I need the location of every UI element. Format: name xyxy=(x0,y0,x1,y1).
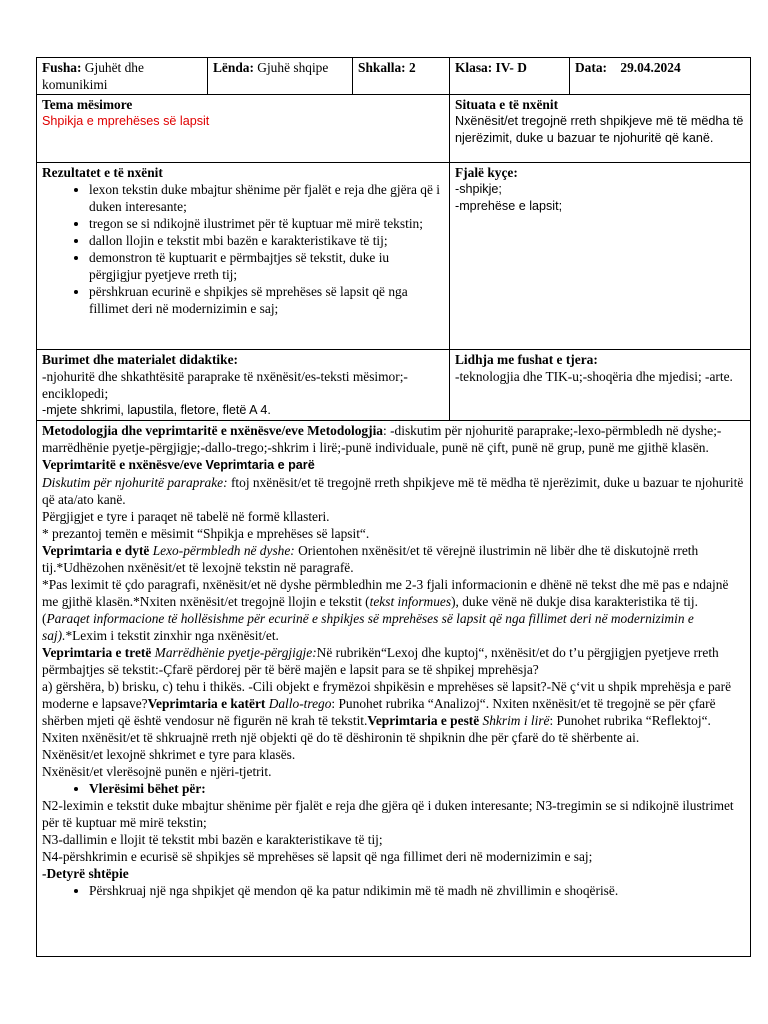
metodologjia-row xyxy=(37,421,751,957)
burimet-line: -mjete shkrimi, lapustila, fletore, fletë A 4. xyxy=(42,403,271,417)
metodologjia-paragraph: Metodologjia dhe veprimtaritë e nxënësve/eve Metodologjia: -diskutim për njohuritë paraprake;-lexo-përmbledh në dyshe;-marrëdhënie pyetje-përgjigje;-dallo-trego;-shkrim i lirë;-punë individuale, punë në çift, punë në grup, punë me gjithë klasën. xyxy=(42,423,722,455)
veprimtaria-3-text: a) gërshëra, b) brisku, c) tehu i thikës. -Cili objekt e frymëzoi shpikësin e mprehëses së lapsit?-Në ç‘vit u shpik mprehësja e parë moderne e lapsave?Veprimtaria e katërt Dallo-trego: Punohet rubrika “Analizoj“. Nxiten nxënësit/et të tregojnë se për çfarë shërben mjeti që është vendosur në figurën në krah të tekstit.Veprimtaria e pestë Shkrim i lirë: Punohet rubrika “Reflektoj“. Nxiten nxënësit/et të shkruajnë rreth një objekti që do të dëshironin të shpiknin dhe për çfarë do të shërbente ai. xyxy=(42,679,732,745)
vleresimi-n3: N3-dallimin e llojit të tekstit mbi bazën e karakteristikave të tij; xyxy=(42,832,383,847)
fjale-kyce-label: Fjalë kyçe: xyxy=(455,165,518,180)
data-cell: Data: 29.04.2024 xyxy=(570,58,751,95)
situata-label: Situata e të nxënit xyxy=(455,97,559,112)
situata-cell xyxy=(450,95,751,163)
list-item: • demonstron të kuptuarit e përmbajtjes së tekstit, duke iu përgjigjur pyetjeve rreth tij; xyxy=(89,249,444,283)
fjale-kyce-cell xyxy=(450,163,751,350)
detyre-item: • Përshkruaj një nga shpikjet që mendon që ka patur ndikimin më të madh në zhvillimin e shoqërisë. xyxy=(89,882,745,899)
klasa-cell: Klasa: IV- D xyxy=(450,58,570,95)
vleresimi-n2: N2-leximin e tekstit duke mbajtur shënime për fjalët e reja dhe gjëra që i duken interesante; N3-tregimin se si ndikojnë ilustrimet për të kuptuar më mirë tekstin; xyxy=(42,798,734,830)
lidhja-value: -teknologjia dhe TIK-u;-shoqëria dhe mjedisi; -arte. xyxy=(455,369,733,384)
detyre-label: -Detyrë shtëpie xyxy=(42,866,129,881)
veprimtaria-1-text3: * prezantoj temën e mësimit “Shpikja e mprehëses së lapsit“. xyxy=(42,526,370,541)
veprimtaria-2: Veprimtaria e dytë Lexo-përmbledh në dyshe: Orientohen nxënësit/et të vërejnë ilustrimin në libër dhe të diskutojnë rreth tij.*Udhëzohen nxënësit/et të lexojnë tekstin në paragrafë. xyxy=(42,543,699,575)
list-item: • tregon se si ndikojnë ilustrimet për të kuptuar më mirë tekstin; xyxy=(89,215,444,232)
lesson-plan-table xyxy=(36,57,751,957)
list-item: • përshkruan ecurinë e shpikjes së mprehëses së lapsit që nga fillimet deri në modernizimin e saj; xyxy=(89,283,444,317)
lenda-cell: Lënda: Gjuhë shqipe xyxy=(208,58,353,95)
detyre-list xyxy=(42,882,745,899)
rezultatet-cell xyxy=(37,163,450,350)
situata-value: Nxënësit/et tregojnë rreth shpikjeve më të mëdha të njerëzimit, duke u bazuar te njohuritë që kanë. xyxy=(455,114,744,145)
shkalla-cell: Shkalla: 2 xyxy=(353,58,450,95)
tema-cell xyxy=(37,95,450,163)
burimet-label: Burimet dhe materialet didaktike: xyxy=(42,352,239,367)
veprimtaria-2-text: *Pas leximit të çdo paragrafi, nxënësit/et në dyshe përmbledhin me 2-3 fjali informacionin e dhënë në tekst dhe më pas e ndajnë me gjithë klasën.*Nxiten nxënësit/et tregojnë llojin e tekstit (tekst informues), duke vënë në dukje disa karakteristika të tij. (Paraqet informacione të hollësishme për ecurinë e shpikjes së mprehëses së lapsit që nga fillimet deri në modernizimin e saj).*Lexim i tekstit zinxhir nga nxënësit/et. xyxy=(42,577,729,643)
burimet-cell xyxy=(37,350,450,421)
fjale-kyce-item: -shpikje; xyxy=(455,182,502,196)
metodologjia-cell xyxy=(37,421,751,957)
veprimtaria-3: Veprimtaria e tretë Marrëdhënie pyetje-përgjigje:Në rubrikën“Lexoj dhe kuptoj“, nxënësit/et do t’u përgjigjen pyetjeve rreth përmbajtjes së tekstit:-Çfarë përdorej për të bërë majën e lapsit para se të shpikej mprehësja? xyxy=(42,645,719,677)
fjale-kyce-item: -mprehëse e lapsit; xyxy=(455,199,563,213)
veprimtaria-1: Veprimtaritë e nxënësve/eve Veprimtaria e parë xyxy=(42,457,315,472)
lidhja-label: Lidhja me fushat e tjera: xyxy=(455,352,598,367)
burimet-row xyxy=(37,350,751,421)
fusha-cell: Fusha: Gjuhët dhe komunikimi xyxy=(37,58,208,95)
veprimtaria-1-text2: Përgjigjet e tyre i paraqet në tabelë në formë kllasteri. xyxy=(42,509,330,524)
tema-value: Shpikja e mprehëses së lapsit xyxy=(42,114,210,128)
rezultatet-label: Rezultatet e të nxënit xyxy=(42,165,163,180)
tema-row xyxy=(37,95,751,163)
tema-label: Tema mësimore xyxy=(42,97,133,112)
lidhja-cell xyxy=(450,350,751,421)
vleresimi-label: • Vlerësimi bëhet për: xyxy=(89,780,745,797)
burimet-line: -njohuritë dhe shkathtësitë paraprake të nxënësit/es-teksti mësimor;-enciklopedi; xyxy=(42,369,408,401)
vleresimi-list xyxy=(42,780,745,797)
list-item: • dallon llojin e tekstit mbi bazën e karakteristikave të tij; xyxy=(89,232,444,249)
list-item: • lexon tekstin duke mbajtur shënime për fjalët e reja dhe gjëra që i duken interesante; xyxy=(89,181,444,215)
rezultatet-list xyxy=(42,181,444,317)
veprimtaria-1-text: Diskutim për njohuritë paraprake: ftoj nxënësit/et të tregojnë rreth shpikjeve më të mëdha të njerëzimit, duke u bazuar te njohuritë që ata/ato kanë. xyxy=(42,475,744,507)
vleresimi-n4: N4-përshkrimin e ecurisë së shpikjes së mprehëses së lapsit që nga fillimet deri në modernizimin e saj; xyxy=(42,849,593,864)
header-row xyxy=(37,58,751,95)
rezultatet-row xyxy=(37,163,751,350)
veprimtaria-5-text: Nxënësit/et lexojnë shkrimet e tyre para klasës. Nxënësit/et vlerësojnë punën e njëri-tjetrit. xyxy=(42,747,296,779)
